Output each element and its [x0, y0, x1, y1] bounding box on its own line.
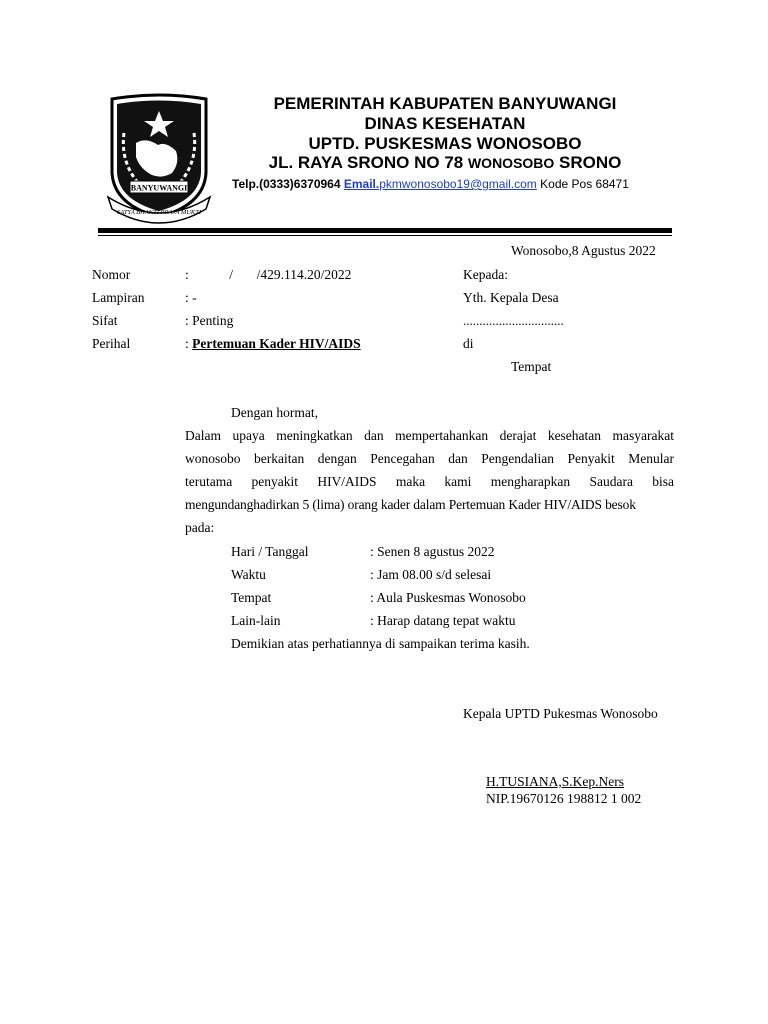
meta-label-nomor: Nomor	[92, 267, 131, 282]
meta-label-lampiran: Lampiran	[92, 290, 145, 305]
detail-value-tempat: : Aula Puskesmas Wonosobo	[370, 590, 526, 605]
logo-text-top: BANYUWANGI	[130, 183, 188, 193]
meta-value-lampiran: : -	[185, 290, 197, 305]
shield-emblem-icon	[106, 93, 212, 225]
perihal-colon: :	[185, 336, 193, 351]
header-address	[215, 153, 675, 173]
meta-label-sifat: Sifat	[92, 313, 118, 328]
detail-value-hari: : Senen 8 agustus 2022	[370, 544, 495, 559]
body-para-line-4: mengundanghadirkan 5 (lima) orang kader dalam Pertemuan Kader HIV/AIDS besok	[185, 497, 636, 512]
signature-title: Kepala UPTD Pukesmas Wonosobo	[463, 706, 658, 721]
header-line-1: PEMERINTAH KABUPATEN BANYUWANGI	[273, 94, 617, 113]
detail-value-lain: : Harap datang tepat waktu	[370, 613, 516, 628]
greeting: Dengan hormat,	[231, 405, 318, 420]
header-rule-thick	[98, 228, 672, 233]
detail-label-tempat: Tempat	[231, 590, 272, 605]
meta-value-perihal	[185, 335, 361, 352]
email-link[interactable]: pkmwonosobo19@gmail.com	[379, 177, 537, 191]
meta-label-perihal: Perihal	[92, 336, 131, 351]
header-contact	[232, 177, 629, 192]
closing-text: Demikian atas perhatiannya di sampaikan terima kasih.	[231, 636, 530, 651]
detail-label-hari: Hari / Tanggal	[231, 544, 309, 559]
body-para-line-1: Dalam upaya meningkatkan dan mempertahankan derajat kesehatan masyarakat	[185, 428, 674, 443]
detail-label-lain: Lain-lain	[231, 613, 281, 628]
recipient-tempat: Tempat	[511, 359, 552, 374]
meta-value-sifat: : Penting	[185, 313, 234, 328]
signature-nip: NIP.19670126 198812 1 002	[486, 791, 642, 806]
header-line-3: UPTD. PUSKESMAS WONOSOBO	[308, 134, 582, 153]
logo-text-ribbon: SATYA BHAKTI PRAJA MUKTI	[116, 209, 202, 216]
address-village: WONOSOBO	[467, 155, 555, 171]
header-rule-thin	[98, 235, 672, 236]
recipient-kepada: Kepada:	[463, 267, 508, 282]
detail-label-waktu: Waktu	[231, 567, 266, 582]
signature-name: H.TUSIANA,S.Kep.Ners	[486, 774, 624, 789]
perihal-subject: Pertemuan Kader HIV/AIDS	[192, 336, 361, 351]
recipient-yth: Yth. Kepala Desa	[463, 290, 559, 305]
email-label[interactable]: Email.	[343, 177, 380, 191]
meta-value-nomor: : / /429.114.20/2022	[185, 267, 352, 282]
address-district: SRONO	[559, 153, 622, 172]
body-para-line-3: terutama penyakit HIV/AIDS maka kami mengharapkan Saudara bisa	[185, 474, 674, 489]
body-para-line-2: wonosobo berkaitan dengan Pencegahan dan Pengendalian Penyakit Menular	[185, 451, 674, 466]
kode-pos: Kode Pos 68471	[540, 177, 629, 191]
header-line-2: DINAS KESEHATAN	[364, 114, 526, 133]
recipient-di: di	[463, 336, 474, 351]
telp-text: Telp.(0333)6370964	[232, 177, 341, 191]
detail-value-waktu: : Jam 08.00 s/d selesai	[370, 567, 492, 582]
date-line: Wonosobo,8 Agustus 2022	[511, 243, 656, 258]
recipient-dots: ...............................	[463, 313, 564, 328]
logo-banyuwangi	[106, 93, 212, 225]
address-street: JL. RAYA SRONO NO 78	[268, 153, 464, 172]
body-para-line-5: pada:	[185, 520, 215, 535]
